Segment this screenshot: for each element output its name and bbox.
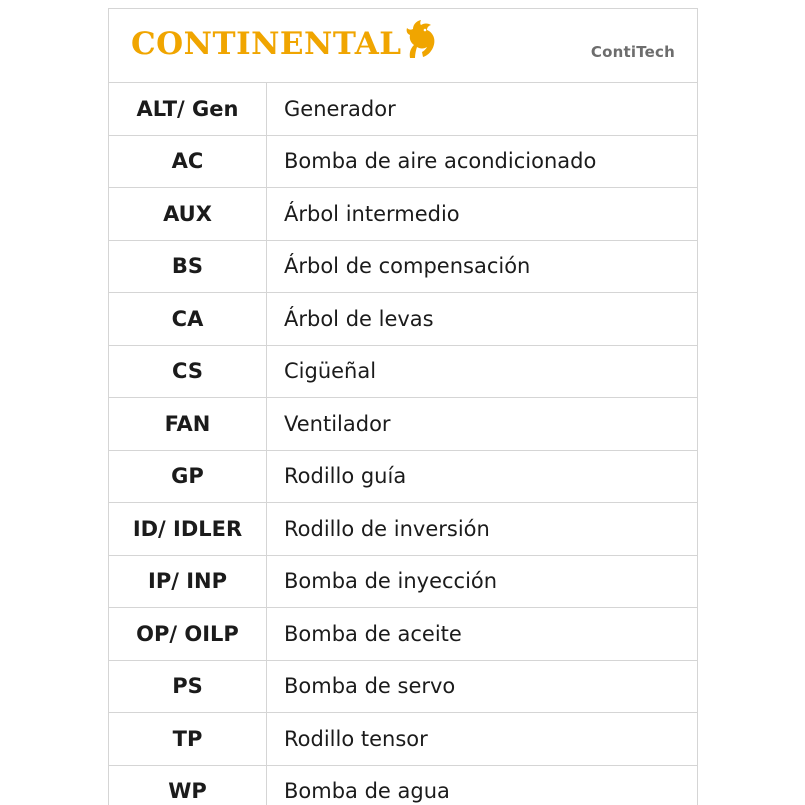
abbreviation-cell xyxy=(109,241,267,293)
term-text: Bomba de aire acondicionado xyxy=(284,149,597,174)
abbreviation-text: OP/ OILP xyxy=(136,621,239,646)
abbreviation-cell xyxy=(109,346,267,398)
abbreviation-cell xyxy=(109,503,267,555)
continental-logo xyxy=(131,25,438,63)
term-cell xyxy=(267,661,697,713)
term-text: Rodillo de inversión xyxy=(284,516,490,541)
abbreviation-text: AUX xyxy=(163,201,212,226)
abbreviation-cell xyxy=(109,608,267,660)
abbreviation-text: IP/ INP xyxy=(148,569,227,594)
term-cell xyxy=(267,188,697,240)
abbreviation-text: BS xyxy=(171,254,204,279)
abbreviation-table xyxy=(108,8,698,805)
horse-icon xyxy=(404,19,438,63)
contitech-sub-brand: ContiTech xyxy=(590,43,675,61)
term-text: Rodillo tensor xyxy=(284,726,428,751)
abbreviation-text: CA xyxy=(171,306,204,331)
term-cell xyxy=(267,451,697,503)
abbreviation-cell xyxy=(109,451,267,503)
term-cell xyxy=(267,503,697,555)
abbreviation-text: AC xyxy=(171,149,204,174)
table-row xyxy=(109,451,697,504)
term-cell xyxy=(267,556,697,608)
term-text: Rodillo guía xyxy=(284,464,407,489)
term-text: Árbol de levas xyxy=(284,306,434,331)
brand-header xyxy=(109,9,697,83)
table-row xyxy=(109,83,697,136)
abbreviation-cell xyxy=(109,293,267,345)
abbreviation-text: ALT/ Gen xyxy=(136,96,239,121)
term-text: Bomba de aceite xyxy=(284,621,462,646)
abbreviation-cell xyxy=(109,136,267,188)
table-row xyxy=(109,398,697,451)
term-text: Bomba de agua xyxy=(284,779,450,804)
term-cell xyxy=(267,766,697,805)
abbreviation-cell xyxy=(109,398,267,450)
table-row xyxy=(109,188,697,241)
abbreviation-cell xyxy=(109,713,267,765)
abbreviation-text: ID/ IDLER xyxy=(132,516,243,541)
table-row xyxy=(109,503,697,556)
abbreviation-text: FAN xyxy=(164,411,211,436)
abbreviation-text: WP xyxy=(168,779,207,804)
abbreviation-text: CS xyxy=(172,359,203,384)
term-text: Bomba de inyección xyxy=(284,569,498,594)
term-cell xyxy=(267,83,697,135)
term-text: Árbol de compensación xyxy=(284,254,531,279)
table-row xyxy=(109,346,697,399)
continental-wordmark: CONTINENTAL xyxy=(131,25,402,62)
table-row xyxy=(109,241,697,294)
abbreviation-cell xyxy=(109,188,267,240)
term-cell xyxy=(267,241,697,293)
term-text: Árbol intermedio xyxy=(284,201,460,226)
term-cell xyxy=(267,713,697,765)
abbreviation-cell xyxy=(109,766,267,805)
abbreviation-cell xyxy=(109,556,267,608)
term-cell xyxy=(267,346,697,398)
table-row xyxy=(109,556,697,609)
table-row xyxy=(109,766,697,805)
abbreviation-text: GP xyxy=(171,464,204,489)
term-cell xyxy=(267,398,697,450)
term-text: Ventilador xyxy=(284,411,391,436)
term-text: Cigüeñal xyxy=(284,359,377,384)
term-text: Generador xyxy=(284,96,396,121)
abbreviation-cell xyxy=(109,661,267,713)
abbreviation-text: PS xyxy=(172,674,203,699)
table-row xyxy=(109,608,697,661)
table-row xyxy=(109,136,697,189)
term-cell xyxy=(267,293,697,345)
table-row xyxy=(109,293,697,346)
term-cell xyxy=(267,136,697,188)
abbreviation-cell xyxy=(109,83,267,135)
table-row xyxy=(109,713,697,766)
abbreviation-text: TP xyxy=(172,726,203,751)
term-cell xyxy=(267,608,697,660)
table-row xyxy=(109,661,697,714)
term-text: Bomba de servo xyxy=(284,674,456,699)
